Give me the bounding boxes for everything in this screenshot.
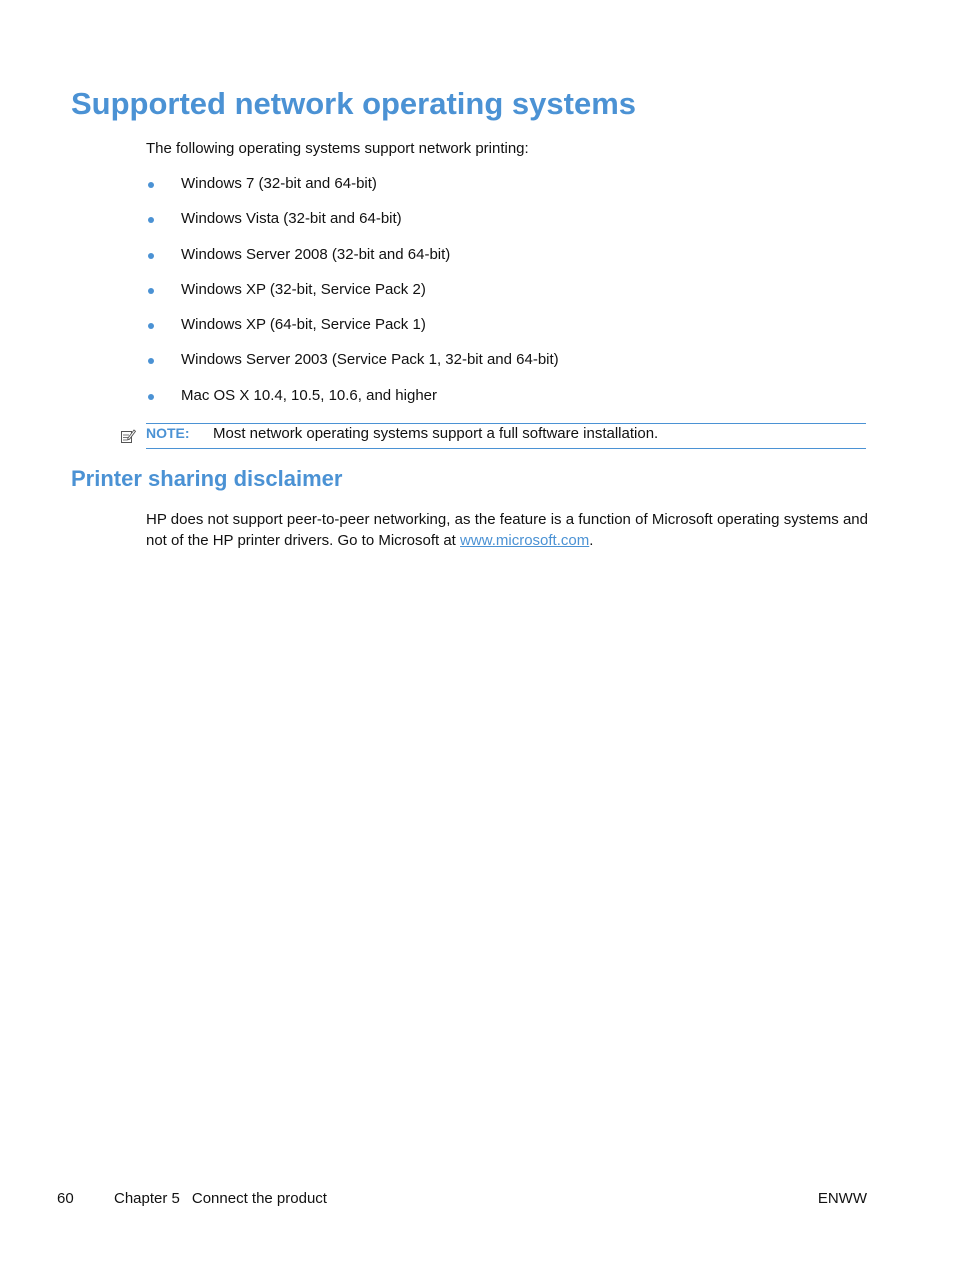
os-list xyxy=(146,172,559,419)
list-item xyxy=(146,243,559,278)
page-title: Supported network operating systems xyxy=(71,86,636,121)
bullet-icon xyxy=(148,253,154,259)
disclaimer-text-end: . xyxy=(589,532,594,549)
list-item xyxy=(146,207,559,242)
note-text: Most network operating systems support a full software installation. xyxy=(213,425,659,442)
bullet-icon xyxy=(148,288,154,294)
microsoft-link[interactable]: www.microsoft.com xyxy=(460,532,590,549)
disclaimer-text: HP does not support peer-to-peer networking, as the feature is a function of Microsoft operating systems and not of the HP printer drivers. Go to Microsoft at xyxy=(146,511,868,549)
list-item xyxy=(146,172,559,207)
chapter-title: Connect the product xyxy=(191,1190,327,1207)
intro-text: The following operating systems support network printing: xyxy=(146,140,529,157)
note-pencil-icon xyxy=(120,428,136,444)
footer-locale: ENWW xyxy=(817,1190,867,1207)
list-item-text: Windows Server 2003 (Service Pack 1, 32-bit and 64-bit) xyxy=(181,351,559,369)
list-item-text: Windows XP (64-bit, Service Pack 1) xyxy=(181,316,426,334)
list-item-text: Windows XP (32-bit, Service Pack 2) xyxy=(181,280,426,298)
list-item-text: Windows 7 (32-bit and 64-bit) xyxy=(181,175,377,192)
bullet-icon xyxy=(148,182,154,188)
bullet-icon xyxy=(148,358,154,364)
note-label: NOTE: xyxy=(146,425,190,441)
footer-chapter xyxy=(114,1190,327,1207)
bullet-icon xyxy=(148,217,154,223)
list-item xyxy=(146,348,559,383)
list-item xyxy=(146,313,559,348)
note-box xyxy=(146,423,866,449)
page-number: 60 xyxy=(57,1190,74,1207)
bullet-icon xyxy=(148,323,154,329)
chapter-label: Chapter 5 xyxy=(114,1190,180,1207)
list-item xyxy=(146,384,559,419)
disclaimer-paragraph xyxy=(146,509,868,551)
list-item-text: Windows Server 2008 (32-bit and 64-bit) xyxy=(181,245,451,263)
list-item-text: Windows Vista (32-bit and 64-bit) xyxy=(181,210,402,228)
section-title: Printer sharing disclaimer xyxy=(71,466,343,491)
list-item-text: Mac OS X 10.4, 10.5, 10.6, and higher xyxy=(181,386,437,404)
bullet-icon xyxy=(148,394,154,400)
list-item xyxy=(146,278,559,313)
